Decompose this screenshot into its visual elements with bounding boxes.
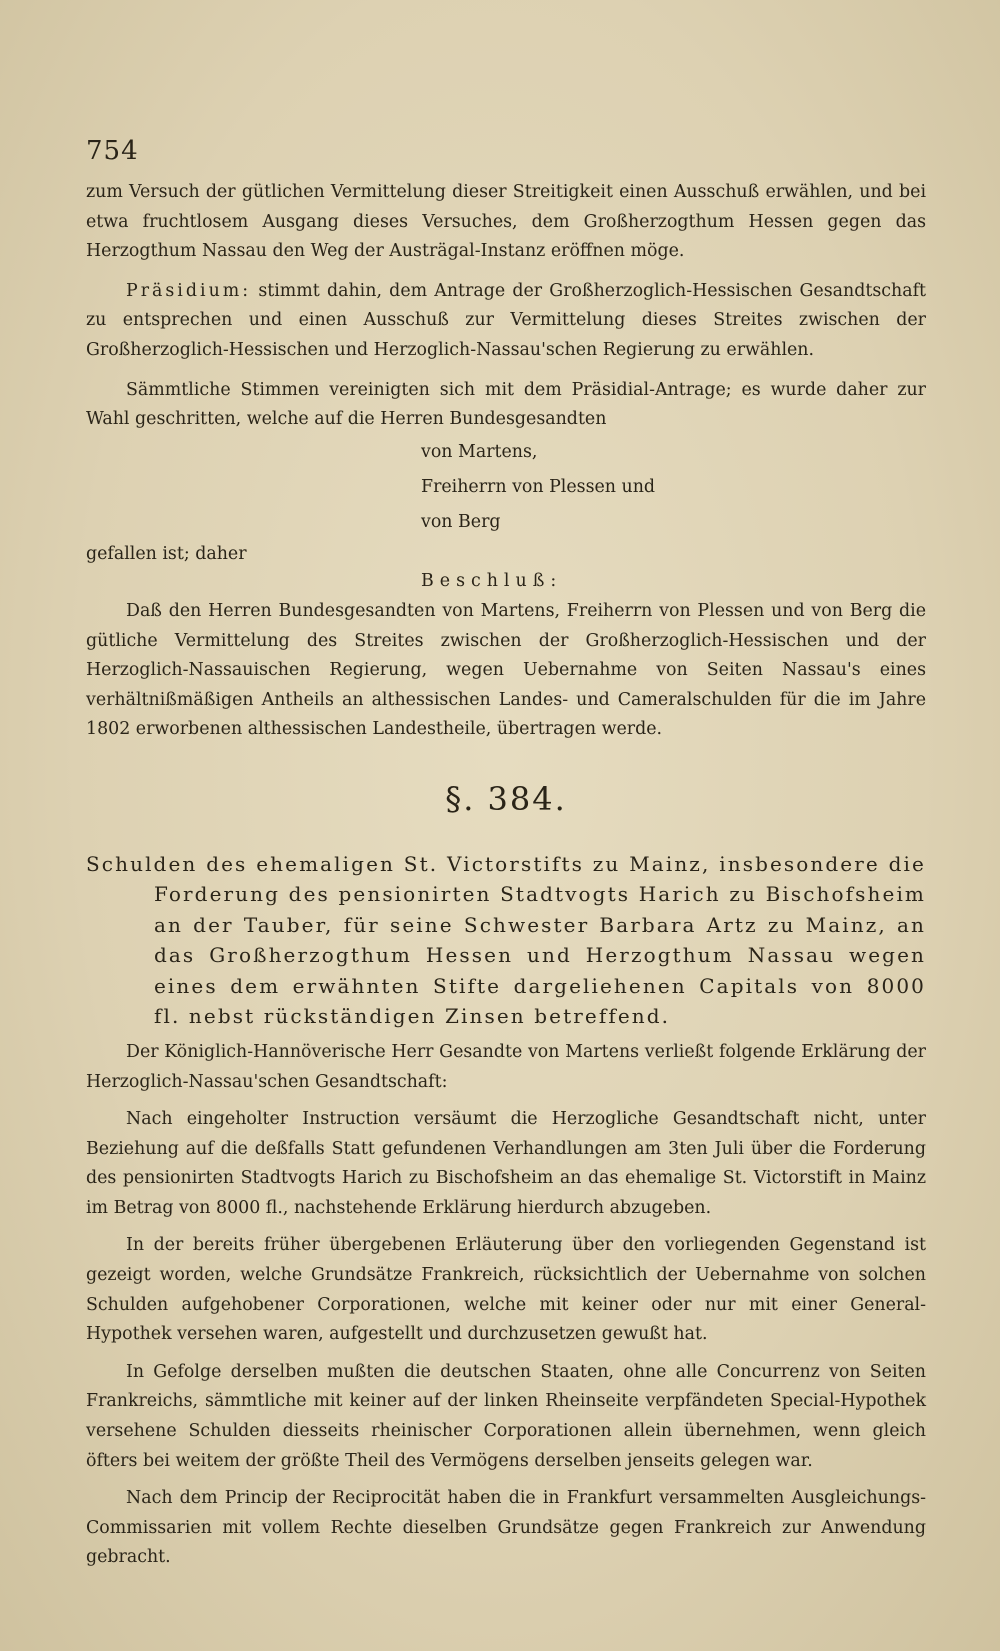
- presidium-text: stimmt dahin, dem Antrage der Großherzoglich-Hessischen Gesandtschaft zu entsprechen und einen Ausschuß zur Vermittelung dieses Streites zwischen der Großherzoglich-Hessischen und Herzoglich-Nassau'schen Regierung zu erwählen.: [86, 280, 926, 360]
- envoy-name-berg: von Berg: [421, 511, 501, 532]
- envoy-name-plessen: Freiherrn von Plessen und: [421, 476, 656, 497]
- section-number: §. 384.: [445, 779, 567, 818]
- paragraph-fallen: gefallen ist; daher: [86, 543, 247, 564]
- paragraph-decision: Daß den Herren Bundesgesandten von Martens, Freiherrn von Plessen und von Berg die gütliche Vermittelung des Streites zwischen der Großherzoglich-Hessischen und der Herzoglich-Nassauischen Regierung, wegen Uebernahme von Seiten Nassau's eines verhältnißmäßigen Antheils an althessischen Landes- und Cameralschulden für die im Jahre 1802 erworbenen althessischen Landestheile, übertragen werde.: [86, 600, 926, 740]
- paragraph-declaration-intro: Der Königlich-Hannöverische Herr Gesandte von Martens verließt folgende Erklärung der Herzoglich-Nassau'schen Gesandtschaft:: [86, 1041, 926, 1092]
- section-heading: Schulden des ehemaligen St. Victorstifts zu Mainz, insbesondere die Forderung des pensionirten Stadtvogts Harich zu Bischofsheim an der Tauber, für seine Schwester Barbara Artz zu Mainz, an das Großherzogthum Hessen und Herzogthum Nassau wegen eines dem erwähnten Stifte dargeliehenen Capitals von 8000 fl. nebst rückständigen Zinsen betreffend.: [86, 851, 926, 1029]
- paragraph-continuation: zum Versuch der gütlichen Vermittelung dieser Streitigkeit einen Ausschuß erwählen, und bei etwa fruchtlosem Ausgang dieses Versuches, dem Großherzogthum Hessen gegen das Herzogthum Nassau den Weg der Austrägal-Instanz eröffnen möge.: [86, 182, 926, 262]
- paragraph-consequence: In Gefolge derselben mußten die deutschen Staaten, ohne alle Concurrenz von Seiten Frankreichs, sämmtliche mit keiner auf der linken Rheinseite verpfändeten Special-Hypothek versehene Schulden diesseits rheinischer Corporationen allein übernehmen, wenn gleich öfters bei weitem der größte Theil des Vermögens derselben jenseits gelegen war.: [86, 1361, 926, 1471]
- paragraph-explanation: In der bereits früher übergebenen Erläuterung über den vorliegenden Gegenstand ist gezeigt worden, welche Grundsätze Frankreich, rücksichtlich der Uebernahme von solchen Schulden aufgehobener Corporationen, welche mit keiner oder nur mit einer General-Hypothek versehen waren, aufgestellt und durchzusetzen gewußt hat.: [86, 1235, 926, 1345]
- page-number: 754: [86, 136, 139, 166]
- paragraph-reciprocity: Nach dem Princip der Reciprocität haben die in Frankfurt versammelten Ausgleichungs-Commissarien mit vollem Rechte dieselben Grundsätze gegen Frankreich zur Anwendung gebracht.: [86, 1488, 926, 1568]
- paragraph-votes: Sämmtliche Stimmen vereinigten sich mit dem Präsidial-Antrage; es wurde daher zur Wahl geschritten, welche auf die Herren Bundesgesandten: [86, 379, 926, 430]
- body-text: [86, 178, 926, 1573]
- paragraph-presidium: [86, 277, 926, 366]
- presidium-label: Präsidium:: [126, 280, 252, 301]
- paragraph-instruction: Nach eingeholter Instruction versäumt die Herzogliche Gesandtschaft nicht, unter Beziehung auf die deßfalls Statt gefundenen Verhandlungen am 3ten Juli über die Forderung des pensionirten Stadtvogts Harich zu Bischofsheim an das ehemalige St. Victorstift in Mainz im Betrag von 8000 fl., nachstehende Erklärung hierdurch abzugeben.: [86, 1109, 926, 1218]
- decision-title: Beschluß:: [421, 571, 563, 592]
- envoy-name-martens: von Martens,: [421, 441, 538, 462]
